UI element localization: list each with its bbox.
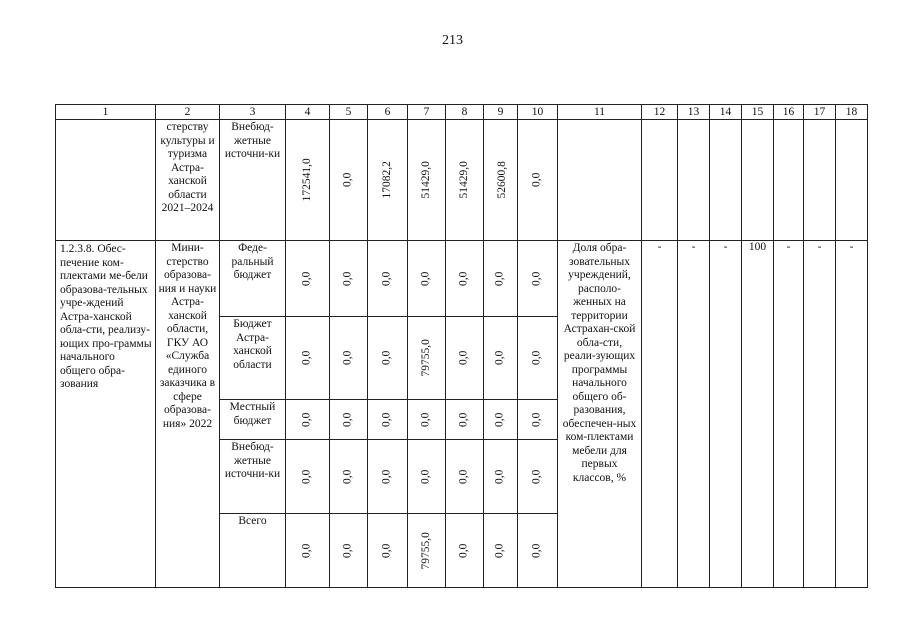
value-cell	[368, 241, 408, 317]
value-text: 0,0	[300, 543, 313, 558]
column-header: 4	[286, 105, 330, 120]
value-cell	[368, 400, 408, 440]
value-cell	[484, 241, 518, 317]
value-text: 0,0	[380, 412, 393, 427]
value-text: 0,0	[380, 469, 393, 484]
value-text: 79755,0	[419, 339, 432, 377]
page-number: 213	[442, 33, 463, 48]
value-text: 0,0	[530, 469, 543, 484]
value-text: 0,0	[380, 543, 393, 558]
value-cell	[408, 241, 446, 317]
column-header: 14	[710, 105, 742, 120]
value-text: 0,0	[341, 412, 354, 427]
funding-source-cell: Феде-ральный бюджет	[220, 241, 286, 317]
value-cell	[286, 120, 330, 241]
value-text: 0,0	[419, 469, 432, 484]
value-cell	[408, 120, 446, 241]
value-text: 0,0	[380, 350, 393, 366]
value-cell	[330, 241, 368, 317]
value-cell	[518, 400, 558, 440]
value-text: 0,0	[341, 543, 354, 558]
value-text: 0,0	[300, 271, 313, 286]
target-cell	[678, 120, 710, 241]
funding-source-cell: Внебюд-жетные источни-ки	[220, 440, 286, 514]
target-cell: 100	[742, 241, 774, 588]
value-text: 0,0	[493, 350, 506, 366]
value-text: 51429,0	[419, 161, 432, 199]
value-cell	[446, 400, 484, 440]
value-text: 0,0	[493, 271, 506, 286]
column-header: 15	[742, 105, 774, 120]
value-text: 172541,0	[300, 158, 313, 202]
column-header: 10	[518, 105, 558, 120]
target-cell	[710, 120, 742, 241]
value-text: 0,0	[457, 350, 470, 366]
column-header: 9	[484, 105, 518, 120]
target-cell	[836, 120, 868, 241]
funding-source-cell: Местный бюджет	[220, 400, 286, 440]
value-cell	[286, 241, 330, 317]
value-cell	[518, 514, 558, 588]
value-cell	[330, 440, 368, 514]
target-cell	[642, 120, 678, 241]
value-text: 51429,0	[457, 161, 470, 199]
value-cell	[368, 120, 408, 241]
column-header: 2	[156, 105, 220, 120]
value-cell	[446, 514, 484, 588]
value-cell	[408, 440, 446, 514]
column-header: 3	[220, 105, 286, 120]
budget-table	[55, 104, 868, 588]
value-cell	[330, 514, 368, 588]
value-text: 0,0	[341, 172, 354, 188]
target-cell: -	[804, 241, 836, 588]
value-cell	[286, 317, 330, 400]
column-header: 13	[678, 105, 710, 120]
column-header: 11	[558, 105, 642, 120]
value-text: 0,0	[457, 469, 470, 484]
column-header: 7	[408, 105, 446, 120]
value-cell	[286, 440, 330, 514]
executor-cell: Мини-стерство образова-ния и науки Астра-ханской области, ГКУ АО «Служба единого заказчика в сфере образова-ния» 2022	[156, 241, 220, 588]
value-text: 17082,2	[380, 161, 393, 199]
value-cell	[484, 440, 518, 514]
value-cell	[518, 241, 558, 317]
value-cell	[446, 440, 484, 514]
value-text: 0,0	[530, 412, 543, 427]
value-cell	[484, 400, 518, 440]
value-cell	[484, 514, 518, 588]
value-text: 0,0	[341, 271, 354, 286]
value-text: 0,0	[300, 469, 313, 484]
value-text: 0,0	[530, 271, 543, 286]
value-cell	[286, 514, 330, 588]
funding-source-cell: Внебюд-жетные источни-ки	[220, 120, 286, 241]
table-row	[56, 120, 868, 241]
executor-cell: стерству культуры и туризма Астра-ханской области 2021–2024	[156, 120, 220, 241]
value-cell	[368, 514, 408, 588]
value-cell	[408, 400, 446, 440]
target-cell: -	[836, 241, 868, 588]
value-text: 0,0	[530, 350, 543, 366]
column-header: 8	[446, 105, 484, 120]
value-text: 52600,8	[495, 161, 508, 199]
target-cell	[774, 120, 804, 241]
value-text: 0,0	[300, 412, 313, 427]
value-cell	[518, 317, 558, 400]
value-text: 0,0	[341, 469, 354, 484]
value-text: 0,0	[457, 271, 470, 286]
value-cell	[484, 120, 518, 241]
indicator-cell	[558, 120, 642, 241]
column-header: 17	[804, 105, 836, 120]
target-cell	[742, 120, 774, 241]
value-cell	[408, 317, 446, 400]
value-text: 0,0	[530, 172, 543, 188]
target-cell: -	[710, 241, 742, 588]
measure-name-cell: 1.2.3.8. Обес-печение ком-плектами ме-бели образова-тельных учре-ждений Астра-ханской обла-сти, реализу-ющих про-граммы начального общего обра-зования	[56, 241, 156, 588]
value-text: 0,0	[457, 543, 470, 558]
column-header: 12	[642, 105, 678, 120]
value-text: 0,0	[419, 412, 432, 427]
value-cell	[446, 317, 484, 400]
value-text: 0,0	[457, 412, 470, 427]
funding-source-cell: Всего	[220, 514, 286, 588]
table-row	[56, 241, 868, 317]
target-cell: -	[642, 241, 678, 588]
value-text: 0,0	[530, 543, 543, 558]
value-cell	[330, 120, 368, 241]
measure-name-cell	[56, 120, 156, 241]
target-cell: -	[774, 241, 804, 588]
value-text: 0,0	[341, 350, 354, 366]
value-text: 0,0	[380, 271, 393, 286]
indicator-cell: Доля обра-зовательных учреждений, располо-женных на территории Астрахан-ской обла-сти, реали-зующих программы начального общего об-разования, обеспечен-ных ком-плектами мебели для первых классов, %	[558, 241, 642, 588]
value-cell	[446, 241, 484, 317]
value-cell	[518, 440, 558, 514]
value-cell	[484, 317, 518, 400]
column-header: 6	[368, 105, 408, 120]
value-cell	[368, 317, 408, 400]
value-text: 0,0	[493, 543, 506, 558]
value-cell	[286, 400, 330, 440]
value-text: 0,0	[419, 271, 432, 286]
value-text: 0,0	[300, 350, 313, 366]
target-cell: -	[678, 241, 710, 588]
target-cell	[804, 120, 836, 241]
value-cell	[368, 440, 408, 514]
value-cell	[330, 317, 368, 400]
column-number-row	[56, 105, 868, 120]
value-text: 0,0	[493, 469, 506, 484]
value-text: 0,0	[493, 412, 506, 427]
column-header: 16	[774, 105, 804, 120]
column-header: 1	[56, 105, 156, 120]
value-cell	[446, 120, 484, 241]
value-cell	[408, 514, 446, 588]
value-cell	[518, 120, 558, 241]
value-cell	[330, 400, 368, 440]
column-header: 5	[330, 105, 368, 120]
funding-source-cell: Бюджет Астра-ханской области	[220, 317, 286, 400]
value-text: 79755,0	[419, 531, 432, 570]
column-header: 18	[836, 105, 868, 120]
